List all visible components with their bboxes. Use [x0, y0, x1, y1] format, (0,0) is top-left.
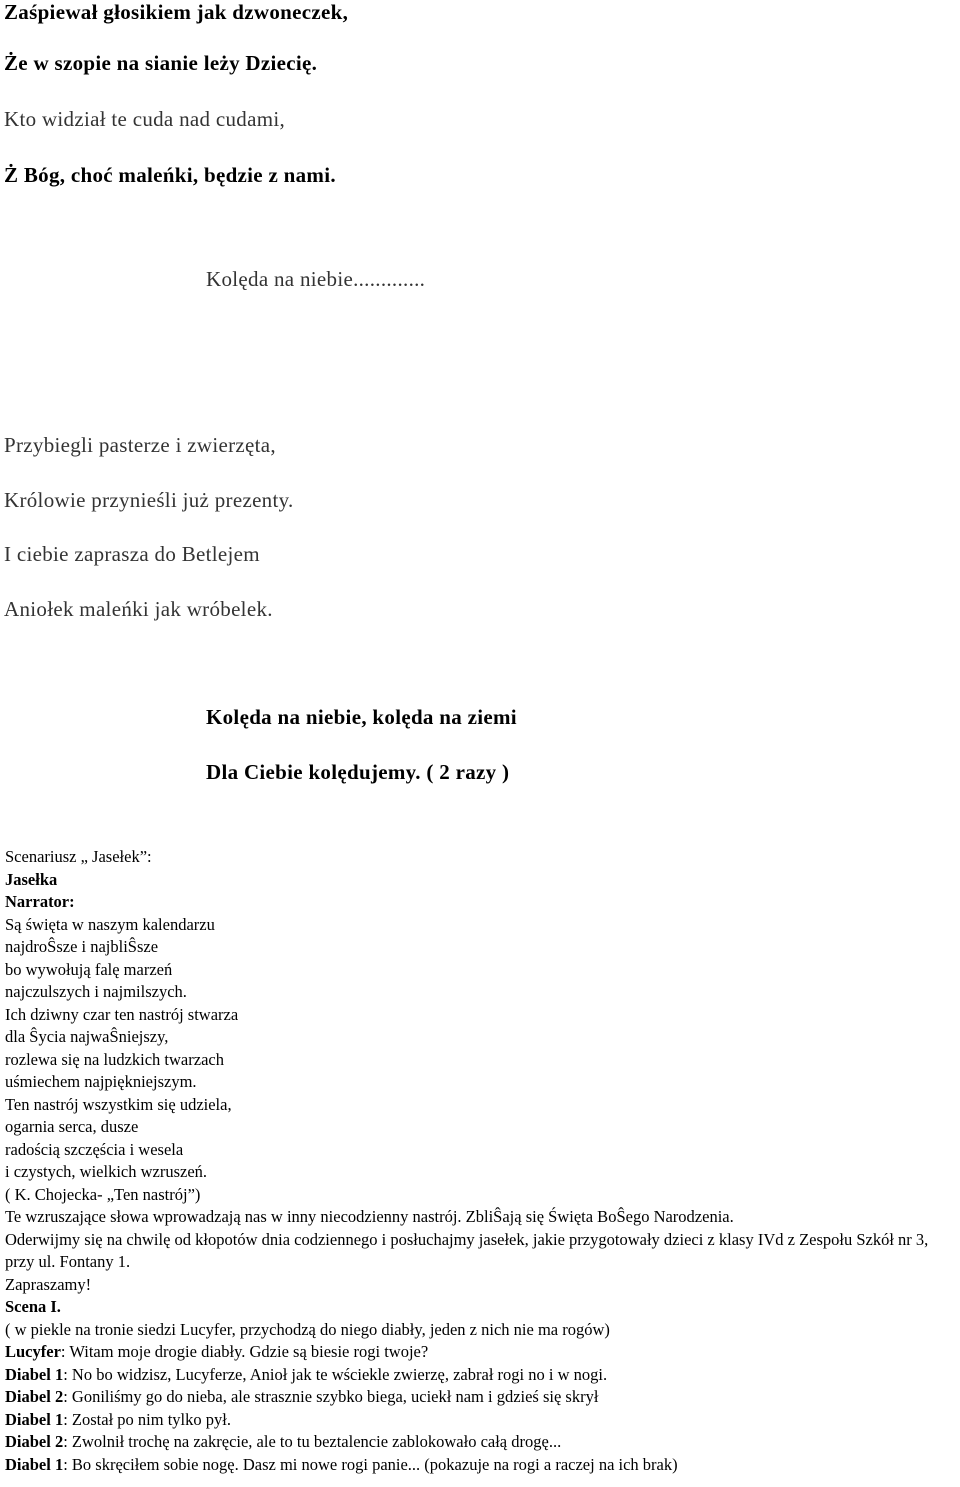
refrain-line: Kolęda na niebie, kolęda na ziemi	[206, 705, 517, 729]
narrator-poem-line: bo wywołują falę marzeń	[5, 959, 173, 979]
speaker-name: Diabel 2	[5, 1432, 64, 1451]
poem-line: Że w szopie na sianie leży Dziecię.	[4, 51, 318, 75]
narrator-poem-line: dla Ŝycia najwaŜniejszy,	[5, 1027, 169, 1046]
refrain-short: Kolęda na niebie.............	[206, 267, 426, 291]
narrator-poem-line: uśmiechem najpiękniejszym.	[5, 1072, 197, 1091]
poem-line: Zaśpiewał głosikiem jak dzwoneczek,	[4, 0, 349, 24]
dialogue-line	[5, 1409, 955, 1432]
intro-paragraph: Te wzruszające słowa wprowadzają nas w inny niecodzienny nastrój. ZbliŜają się Święta BoŜego Narodzenia.	[5, 1207, 734, 1226]
speaker-name: Diabel 1	[5, 1454, 64, 1474]
dialogue-text: : Został po nim tylko pył.	[63, 1409, 231, 1429]
poem-line: Przybiegli pasterze i zwierzęta,	[4, 433, 276, 457]
script-section	[5, 846, 955, 1476]
narrator-poem-line: Są święta w naszym kalendarzu	[5, 914, 215, 934]
narrator-label: Narrator:	[5, 892, 75, 911]
script-heading: Scenariusz „ Jasełek”:	[5, 847, 152, 866]
invite-text: Zapraszamy!	[5, 1274, 92, 1294]
dialogue-text: : Bo skręciłem sobie nogę. Dasz mi nowe rogi panie... (pokazuje na rogi a raczej na ich brak)	[63, 1454, 678, 1474]
dialogue-text: : Zwolnił trochę na zakręcie, ale to tu beztalencie zablokowało całą drogę...	[63, 1432, 562, 1451]
narrator-poem-line: najdroŜsze i najbliŜsze	[5, 937, 159, 956]
narrator-poem-line: i czystych, wielkich wzruszeń.	[5, 1162, 208, 1181]
intro-paragraph: Oderwijmy się na chwilę od kłopotów dnia codziennego i posłuchajmy jasełek, jakie przygotowały dzieci z klasy IVd z Zespołu Szkół nr 3, przy ul. Fontany 1.	[5, 1229, 929, 1271]
dialogue-text: : No bo widzisz, Lucyferze, Anioł jak te wściekle zwierzę, zabrał rogi no i w nogi.	[63, 1364, 608, 1384]
dialogue-line	[5, 1364, 955, 1387]
speaker-name: Diabel 2	[5, 1387, 64, 1406]
speaker-name: Diabel 1	[5, 1364, 64, 1384]
speaker-name: Lucyfer	[5, 1342, 61, 1361]
speaker-name: Diabel 1	[5, 1409, 64, 1429]
narrator-poem-line: najczulszych i najmilszych.	[5, 982, 187, 1001]
stage-direction: ( w piekle na tronie siedzi Lucyfer, przychodzą do niego diabły, jeden z nich nie ma rogów)	[5, 1319, 610, 1339]
narrator-poem-line: Ten nastrój wszystkim się udziela,	[5, 1094, 232, 1114]
dialogue-line	[5, 1386, 955, 1409]
narrator-poem-line: Ich dziwny czar ten nastrój stwarza	[5, 1004, 239, 1024]
narrator-poem-line: rozlewa się na ludzkich twarzach	[5, 1049, 224, 1069]
dialogue-line	[5, 1431, 955, 1454]
narrator-poem-line: ogarnia serca, dusze	[5, 1117, 139, 1136]
poem-line: Kto widział te cuda nad cudami,	[4, 107, 286, 131]
dialogue-text: : Goniliśmy go do nieba, ale strasznie szybko biega, uciekł nam i gdzieś się skrył	[63, 1387, 599, 1406]
poem-line: Aniołek maleńki jak wróbelek.	[4, 597, 273, 621]
poem-line: Ż Bóg, choć maleńki, będzie z nami.	[4, 163, 336, 187]
poem-attribution: ( K. Chojecka- „Ten nastrój”)	[5, 1184, 201, 1204]
dialogue-line	[5, 1454, 955, 1477]
poem-line: Królowie przynieśli już prezenty.	[4, 488, 294, 512]
refrain-line: Dla Ciebie kolędujemy. ( 2 razy )	[206, 760, 510, 784]
poem-line: I ciebie zaprasza do Betlejem	[4, 542, 260, 566]
dialogue-text: : Witam moje drogie diabły. Gdzie są biesie rogi twoje?	[60, 1342, 429, 1361]
narrator-poem-line: radością szczęścia i wesela	[5, 1139, 184, 1159]
script-title: Jasełka	[5, 869, 58, 889]
scene-label: Scena I.	[5, 1297, 61, 1316]
dialogue-line	[5, 1341, 955, 1364]
